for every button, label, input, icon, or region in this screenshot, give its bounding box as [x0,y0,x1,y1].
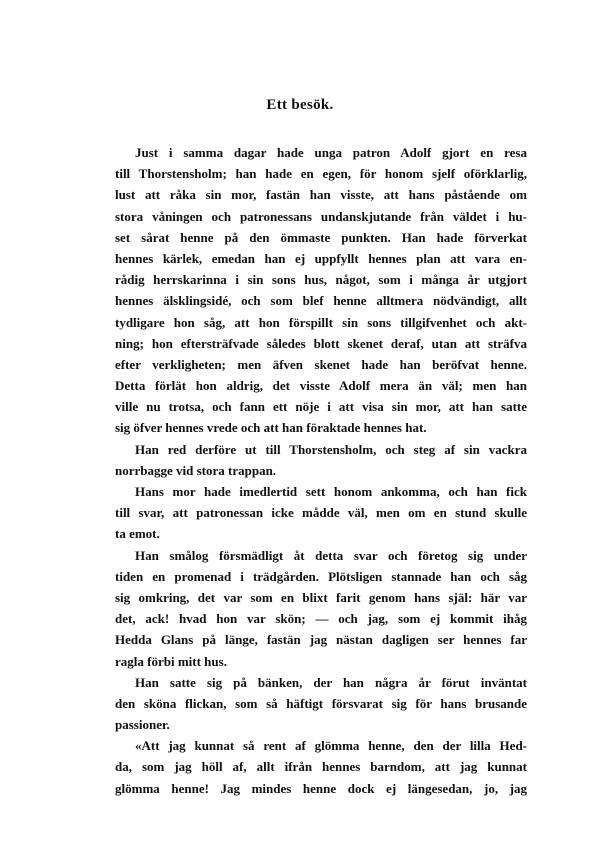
text-line: rådig herrskarinna i sin sons hus, något, som i många år utgjort [115,272,527,288]
text-line: tydligare hon såg, att hon förspillt sin sons tillgifvenhet och akt- [115,314,527,330]
text-line: Han red derföre ut till Thorstensholm, och steg af sin vackra [135,441,527,457]
text-line: hennes kärlek, emedan han ej uppfyllt hennes plan att vara en- [115,250,527,266]
text-line: till svar, att patronessan icke mådde väl, men om en stund skulle [115,505,527,521]
text-line: efter verkligheten; men äfven skenet hade han beröfvat henne. [115,356,527,372]
text-line: till Thorstensholm; han hade en egen, för honom sjelf oförklarlig, [115,166,527,182]
body-text [115,142,527,799]
text-line: den sköna flickan, som så häftigt försvarat sig för hans brusande [115,695,527,711]
text-line: sig omkring, det var som en blixt farit genom hans själ: här var [115,589,527,605]
text-line: Han smålog försmädligt åt detta svar och företog sig under [135,547,527,563]
text-line: Han satte sig på bänken, der han några år förut inväntat [135,674,527,690]
text-line: da, som jag höll af, allt ifrån hennes barndom, att jag kunnat [115,759,527,775]
text-line: stora våningen och patronessans undanskjutande från väldet i hu- [115,208,527,224]
text-line: «Att jag kunnat så rent af glömma henne, den der lilla Hed- [135,738,527,754]
text-line: ragla förbi mitt hus. [115,653,227,669]
text-line: ville nu trotsa, och fann ett nöje i att visa sin mor, att han satte [115,399,527,415]
text-line: passioner. [115,717,170,733]
chapter-title: Ett besök. [266,97,334,113]
text-line: glömma henne! Jag mindes henne dock ej längesedan, jo, jag [115,780,527,796]
text-line: ta emot. [115,526,160,542]
text-line: tiden en promenad i trädgården. Plötsligen stannade han och såg [115,568,527,584]
text-line: ning; hon eftersträfvade således blott skenet deraf, utan att sträfva [115,335,527,351]
text-line: Just i samma dagar hade unga patron Adolf gjort en resa [135,145,527,160]
text-line: norrbagge vid stora trappan. [115,462,277,478]
text-line: hennes älsklingsidé, och som blef henne alltmera nödvändigt, allt [115,293,527,309]
text-line: set sårat henne på den ömmaste punkten. Han hade förverkat [115,229,527,245]
text-line: lust att råka sin mor, fastän han visste, att hans påstående om [115,187,527,203]
text-line: det, ack! hvad hon var skön; — och jag, som ej kommit ihåg [115,611,527,627]
text-line: Detta förlät hon aldrig, det visste Adolf mera än väl; men han [115,378,527,394]
text-line: Hedda Glans på länge, fastän jag nästan dagligen ser hennes far [115,632,527,648]
text-line: sig öfver hennes vrede och att han föraktade hennes hat. [115,420,427,436]
text-line: Hans mor hade imedlertid sett honom ankomma, och han fick [135,484,527,499]
